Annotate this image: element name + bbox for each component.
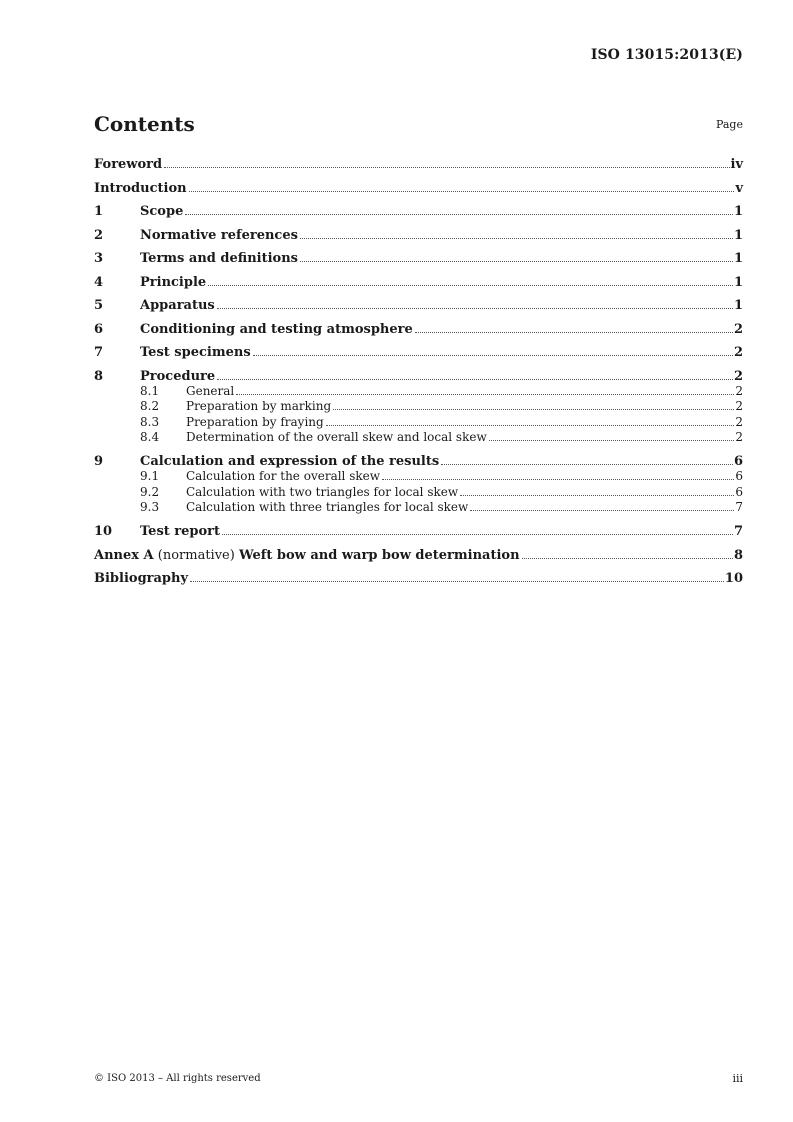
toc-entry-number: 2 [94,227,104,243]
toc-subentry[interactable] [94,500,743,522]
toc-entry-title: Test report [140,524,221,539]
dot-leader [217,308,733,309]
toc-annex-label: Annex A [94,547,154,563]
toc-entry-page: iv [730,157,743,172]
dot-leader [236,394,734,395]
toc-entry-number: 3 [94,251,104,266]
toc-entry[interactable] [94,155,743,179]
toc-entry[interactable] [94,249,743,273]
toc-subentry-title: General [186,383,235,398]
toc-entry-number: 6 [94,321,104,337]
toc-entry-number: 4 [94,274,104,290]
toc-entry[interactable] [94,452,743,469]
toc-entry-page: 1 [733,227,743,243]
dot-leader [222,534,733,535]
toc-subentry[interactable] [94,485,743,501]
contents-title: Contents [94,112,195,136]
dot-leader [415,332,733,333]
toc-subentry-page: 2 [735,430,743,444]
dot-leader [253,355,733,356]
dot-leader [489,440,735,441]
toc-entry-title: Bibliography [94,571,189,586]
dot-leader [522,558,733,559]
toc-subentry-page: 2 [735,383,743,398]
toc-subentry-page: 2 [735,399,743,413]
toc-entry-title: Calculation and expression of the results [140,454,440,469]
toc-entry[interactable] [94,226,743,250]
toc-entry-page: 2 [733,321,743,337]
toc-entry-title: Apparatus [140,298,215,313]
toc-entry-page: 1 [733,251,743,266]
toc-subentry-title: Calculation with two triangles for local skew [186,484,459,499]
toc-entry-page: 1 [733,204,743,219]
toc-entry-page: v [735,180,743,196]
dot-leader [189,191,735,192]
page-column-label: Page [715,118,743,131]
toc-annex-type: (normative) [153,547,239,563]
toc-subentry-number: 8.1 [140,383,160,398]
toc-entry[interactable] [94,367,743,384]
toc-entry-title [94,546,520,565]
toc-subentry-number: 9.1 [140,469,160,483]
toc-subentry-title: Calculation for the overall skew [186,469,381,483]
toc-subentry-number: 8.4 [140,430,160,444]
toc-entry-page: 6 [733,454,743,469]
dot-leader [382,479,734,480]
toc-entry-number: 10 [94,524,113,539]
dot-leader [190,581,724,582]
toc-entry-title: Foreword [94,157,163,172]
toc-annex-title: Weft bow and warp bow determination [238,547,520,563]
toc-entry-number: 1 [94,204,104,219]
toc-subentry-title: Preparation by fraying [186,414,324,429]
toc-subentry-title: Preparation by marking [186,399,332,413]
toc-entry-page: 8 [733,547,743,563]
toc-entry-page: 2 [733,368,743,384]
toc-entry[interactable] [94,202,743,226]
table-of-contents [94,155,743,593]
toc-entry-title: Principle [140,274,207,290]
toc-entry-page: 7 [733,524,743,539]
toc-entry-page: 1 [733,274,743,290]
toc-entry[interactable] [94,343,743,367]
toc-subentry[interactable] [94,469,743,485]
dot-leader [208,285,733,286]
toc-entry-number: 8 [94,368,104,384]
toc-entry[interactable] [94,273,743,297]
toc-entry-title: Introduction [94,180,187,196]
toc-subentry-title: Determination of the overall skew and local skew [186,430,487,444]
dot-leader [441,464,733,465]
toc-subentry-title: Calculation with three triangles for local skew [186,500,469,514]
dot-leader [300,238,733,239]
toc-entry-title: Scope [140,204,184,219]
toc-subentry-page: 2 [735,414,743,429]
dot-leader [460,495,734,496]
dot-leader [185,214,733,215]
footer-copyright: © ISO 2013 – All rights reserved [94,1073,261,1084]
toc-entry-title: Conditioning and testing atmosphere [140,321,413,337]
toc-entry-number: 5 [94,298,104,313]
toc-subentry[interactable] [94,415,743,431]
toc-entry-page: 10 [724,571,743,586]
toc-entry-title: Test specimens [140,345,251,360]
toc-entry-title: Terms and definitions [140,251,298,266]
toc-subentry-page: 6 [735,469,743,483]
dot-leader [300,261,733,262]
toc-entry-page: 2 [733,345,743,360]
toc-entry[interactable] [94,179,743,203]
toc-subentry-number: 8.3 [140,414,160,429]
toc-subentry-number: 8.2 [140,399,160,413]
dot-leader [217,379,733,380]
toc-entry-page: 1 [733,298,743,313]
toc-entry-title: Normative references [140,227,298,243]
document-id: ISO 13015:2013(E) [590,47,743,63]
toc-entry-number: 7 [94,345,104,360]
toc-entry[interactable] [94,522,743,546]
toc-entry-title: Procedure [140,368,216,384]
toc-subentry-page: 7 [735,500,743,514]
dot-leader [333,409,734,410]
footer-page-number: iii [732,1072,743,1085]
dot-leader [326,425,735,426]
toc-subentry-page: 6 [735,484,743,499]
toc-entry[interactable] [94,546,743,570]
dot-leader [164,167,729,168]
dot-leader [470,510,734,511]
toc-subentry[interactable] [94,399,743,415]
toc-subentry[interactable] [94,384,743,400]
toc-subentry-number: 9.3 [140,500,160,514]
toc-entry[interactable] [94,569,743,593]
toc-entry[interactable] [94,320,743,344]
toc-entry-number: 9 [94,454,104,469]
toc-entry[interactable] [94,296,743,320]
toc-subentry-number: 9.2 [140,484,160,499]
toc-subentry[interactable] [94,430,743,452]
